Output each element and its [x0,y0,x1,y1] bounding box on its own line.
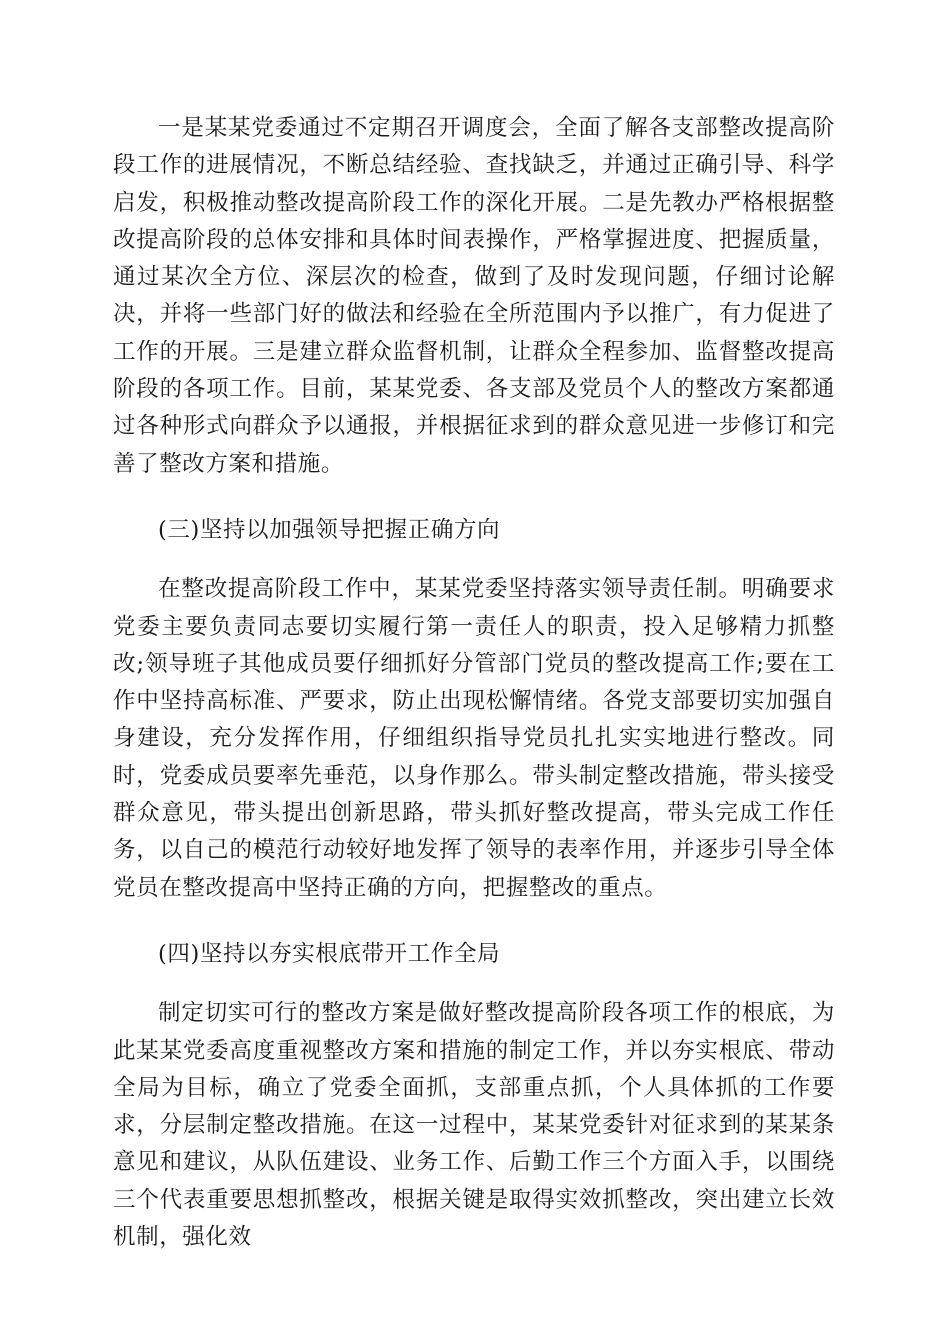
section-heading-three: (三)坚持以加强领导把握正确方向 [158,516,501,543]
paragraph-foundation: 制定切实可行的整改方案是做好整改提高阶段各项工作的根底，为此某某党委高度重视整改方案和措施的制定工作，并以夯实根底、带动全局为目标，确立了党委全面抓，支部重点抓，个人具体抓的工作要求，分层制定整改措施。在这一过程中，某某党委针对征求到的某某条意见和建议，从队伍建设、业务工作、后勤工作三个方面入手，以围绕三个代表重要思想抓整改，根据关键是取得实效抓整改，突出建立长效机制，强化效 [113,1000,835,1251]
section-heading-four: (四)坚持以夯实根底带开工作全局 [158,940,501,967]
paragraph-measures-summary: 一是某某党委通过不定期召开调度会，全面了解各支部整改提高阶段工作的进展情况，不断总结经验、查找缺乏，并通过正确引导、科学启发，积极推动整改提高阶段工作的深化开展。二是先教办严格根据整改提高阶段的总体安排和具体时间表操作，严格掌握进度、把握质量，通过某次全方位、深层次的检查，做到了及时发现问题，仔细讨论解决，并将一些部门好的做法和经验在全所范围内予以推广，有力促进了工作的开展。三是建立群众监督机制，让群众全程参加、监督整改提高阶段的各项工作。目前，某某党委、各支部及党员个人的整改方案都通过各种形式向群众予以通报，并根据征求到的群众意见进一步修订和完善了整改方案和措施。 [113,115,835,477]
document-page [113,110,835,1256]
paragraph-leadership: 在整改提高阶段工作中，某某党委坚持落实领导责任制。明确要求党委主要负责同志要切实履行第一责任人的职责，投入足够精力抓整改;领导班子其他成员要仔细抓好分管部门党员的整改提高工作;要在工作中坚持高标准、严要求，防止出现松懈情绪。各党支部要切实加强自身建设，充分发挥作用，仔细组织指导党员扎扎实实地进行整改。同时，党委成员要率先垂范，以身作那么。带头制定整改措施，带头接受群众意见，带头提出创新思路，带头抓好整改提高，带头完成工作任务，以自己的模范行动较好地发挥了领导的表率作用，并逐步引导全体党员在整改提高中坚持正确的方向，把握整改的重点。 [113,576,835,901]
